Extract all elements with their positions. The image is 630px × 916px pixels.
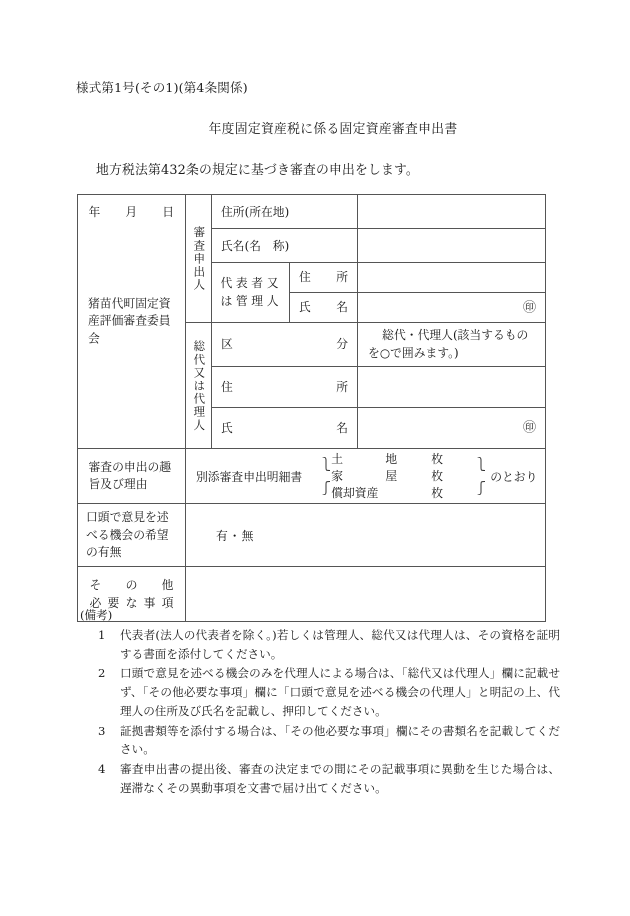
proxy-vertical-label [186,323,212,449]
remark-text: 代表者(法人の代表者を除く。)若しくは管理人、総代又は代理人は、その資格を証明する書面を添付してください。 [120,627,560,661]
other-label-line2: 必要な事項 [89,596,174,611]
list-item [80,626,560,664]
rep-address-input-cell[interactable] [358,263,546,293]
proxy-label-text: 総代又は代理人 [192,339,207,432]
seal-icon: ㊞ [523,420,537,436]
representative-label-cell [212,263,290,323]
address-label: 住所(所在地) [221,205,290,219]
kind-brace-group [322,451,486,502]
rep-name-label-cell [290,293,358,323]
list-item [331,468,477,485]
committee-cell [78,195,186,449]
name-label-cell [212,229,358,263]
purpose-value-cell[interactable] [186,449,546,504]
rep-name-label: 氏 名 [299,299,349,314]
list-item [331,485,477,502]
proxy-name-input-cell[interactable] [358,408,546,449]
purpose-suffix: のとおり [490,469,538,484]
proxy-address-label-cell [212,367,358,408]
remark-text: 証拠書類等を添付する場合は、「その他必要な事項」欄にその書類名を記載してください。 [120,723,560,757]
kind-name: 償却資産 [331,485,379,500]
division-value: 総代・代理人(該当するものを○で囲みます。) [368,328,529,360]
applicant-label-text: 審査申出人 [192,225,207,292]
proxy-address-label: 住 所 [221,379,349,394]
name-input-cell[interactable] [358,229,546,263]
brace-left-icon [322,457,331,495]
document-title: 年度固定資産税に係る固定資産審査申出書 [208,122,458,137]
address-label-cell [212,195,358,229]
purpose-label-cell [78,449,186,504]
division-label: 区 分 [221,336,349,351]
division-label-cell [212,323,358,367]
rep-address-label-cell [290,263,358,293]
form-code: 様式第1号(その1)(第4条関係) [76,80,248,95]
brace-right-icon [477,457,486,495]
kind-name: 家 屋 [331,468,398,483]
list-item [331,451,477,468]
table-row-address [78,195,546,229]
oral-label: 口頭で意見を述べる機会の希望の有無 [86,509,169,560]
lead-sentence: 地方税法第432条の規定に基づき審査の申出をします。 [96,163,419,178]
division-value-cell[interactable] [358,323,546,367]
kind-unit: 枚 [431,485,443,500]
proxy-address-input-cell[interactable] [358,367,546,408]
list-item [80,722,560,760]
remarks-section [80,606,560,798]
list-item [80,760,560,798]
oral-value: 有・無 [216,528,255,543]
application-table [77,194,546,622]
oral-label-cell [78,504,186,567]
remark-text: 口頭で意見を述べる機会のみを代理人による場合は、「総代又は代理人」欄に記載せず、「その他必要な事項」欄に「口頭で意見を述べる機会の代理人」と明記の上、代理人の住所及び氏名を記載し、押印してください。 [120,666,560,718]
remark-number: 2 [98,666,106,681]
applicant-vertical-label [186,195,212,323]
kind-list [331,451,477,502]
rep-address-label: 住 所 [299,269,349,284]
attachment-label: 別添審査申出明細書 [196,469,303,484]
proxy-name-label-cell [212,408,358,449]
remark-number: 3 [98,723,106,738]
address-input-cell[interactable] [358,195,546,229]
representative-label: 代表者又は管理人 [220,275,281,308]
seal-icon: ㊞ [523,300,537,315]
committee-name: 猪苗代町固定資産評価審査委員会 [88,296,171,346]
remark-text: 審査申出書の提出後、審査の決定までの間にその記載事項に異動を生じた場合は、遅滞なくその異動事項を文書で届け出てください。 [120,762,560,796]
kind-unit: 枚 [431,451,443,466]
purpose-label: 審査の申出の趣旨及び理由 [88,459,172,492]
proxy-name-label: 氏 名 [221,420,349,435]
table-row-oral [78,504,546,567]
other-label-line1: そ の 他 [89,577,174,592]
date-label: 年 月 日 [88,204,175,219]
oral-value-cell[interactable] [186,504,546,567]
rep-name-input-cell[interactable] [358,293,546,323]
remark-number: 4 [98,762,106,777]
remarks-title: (備考) [80,608,113,622]
name-label: 氏名(名 称) [221,239,290,253]
list-item [80,664,560,720]
kind-unit: 枚 [431,468,443,483]
table-row-purpose [78,449,546,504]
kind-name: 土 地 [331,451,398,466]
remark-number: 1 [98,627,106,642]
